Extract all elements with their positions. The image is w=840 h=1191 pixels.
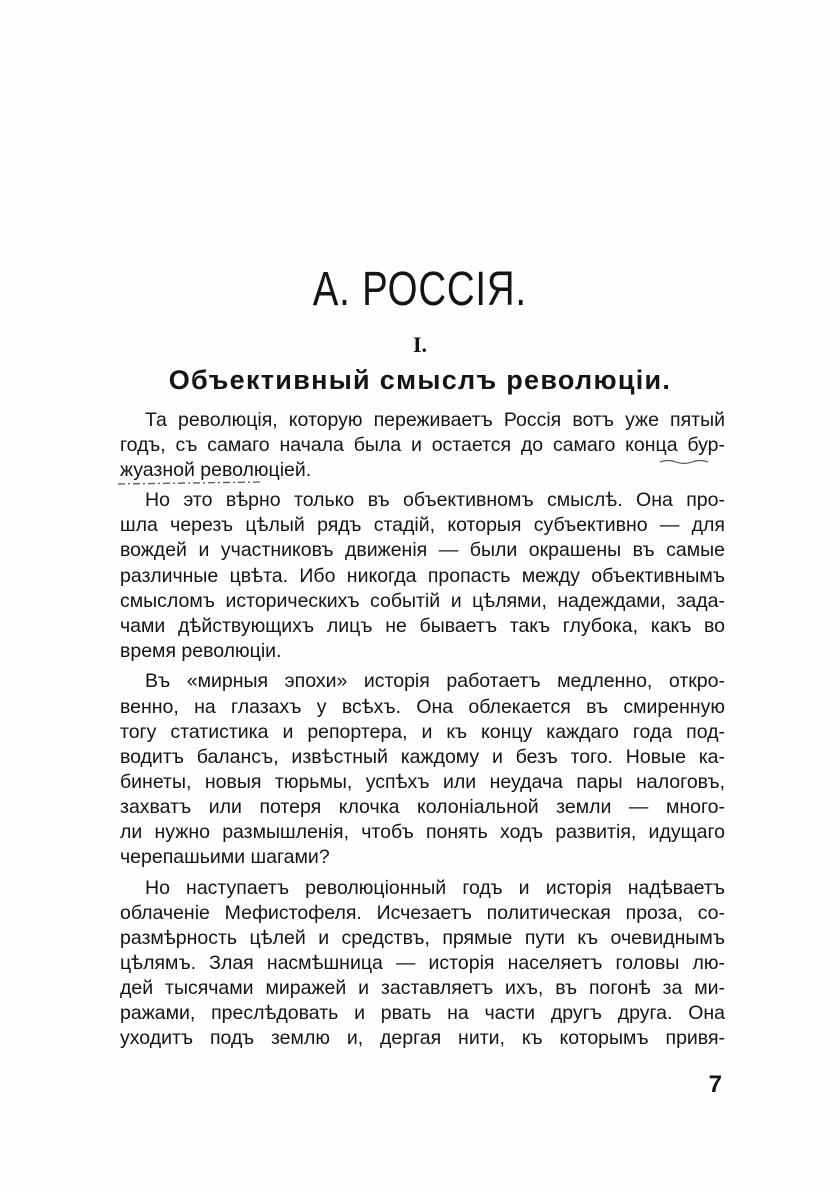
page-number: 7 <box>708 1071 722 1098</box>
part-title-text: А. РОССІЯ. <box>312 263 528 316</box>
body-line: Та революція, которую переживаетъ Россія вотъ уже пятый <box>145 408 725 431</box>
body-line: размѣрность цѣлей и средствъ, прямые пути къ очевиднымъ <box>120 926 725 949</box>
body-line: время революціи. <box>120 639 282 662</box>
body-line: Въ «мирныя эпохи» исторія работаетъ медленно, откро- <box>145 670 725 693</box>
part-title <box>0 258 840 322</box>
body-line: различные цвѣта. Ибо никогда пропасть между объективнымъ <box>120 564 725 587</box>
body-line: дей тысячами миражей и заставляетъ ихъ, въ погонѣ за ми- <box>120 977 725 1000</box>
body-line: ли нужно размышленія, чтобъ понять ходъ развитія, идущаго <box>120 821 725 843</box>
body-text <box>120 408 725 1052</box>
body-line: смысломъ историческихъ событій и цѣлями, надеждами, зада- <box>120 589 725 612</box>
body-line: черепашьими шагами? <box>120 846 330 869</box>
body-line: шла черезъ цѣлый рядъ стадій, которыя субъективно — для <box>120 514 725 537</box>
body-line: облаченіе Мефистофеля. Исчезаетъ политическая проза, со- <box>120 901 725 924</box>
body-line: бинеты, новыя тюрьмы, успѣхъ или неудача пары налоговъ, <box>120 770 725 793</box>
body-line: жуазной революціей. <box>120 458 312 481</box>
body-line: тогу статистика и репортера, и къ концу каждаго года под- <box>120 720 725 743</box>
body-line: венно, на глазахъ у всѣхъ. Она облекается въ смиренную <box>120 695 725 718</box>
body-line: Но наступаетъ революціонный годъ и исторія надѣваетъ <box>145 876 725 899</box>
body-line: водитъ балансъ, извѣстный каждому и безъ того. Новые ка- <box>120 745 725 768</box>
body-line: ражами, преслѣдовать и рвать на части другъ друга. Она <box>120 1002 725 1025</box>
body-line: годъ, съ самаго начала была и остается до самаго конца бур- <box>120 433 725 456</box>
body-line: вождей и участниковъ движенія — были окрашены въ самые <box>120 539 725 562</box>
paragraph <box>120 408 725 483</box>
body-line: цѣлямъ. Злая насмѣшница — исторія населяетъ головы лю- <box>120 951 725 974</box>
section-number: I. <box>412 332 428 357</box>
paragraph <box>120 488 725 664</box>
body-line: Но это вѣрно только въ объективномъ смыслѣ. Она про- <box>145 489 725 512</box>
paragraph <box>120 876 725 1052</box>
body-line: захватъ или потеря клочка колоніальной земли — много- <box>120 795 725 818</box>
body-line: уходитъ подъ землю и, дергая нити, къ которымъ привя- <box>120 1027 725 1050</box>
chapter-heading: Объективный смыслъ революціи. <box>168 365 672 395</box>
paragraph <box>120 669 725 870</box>
body-line: чами дѣйствующихъ лицъ не бываетъ такъ глубока, какъ во <box>120 614 725 637</box>
